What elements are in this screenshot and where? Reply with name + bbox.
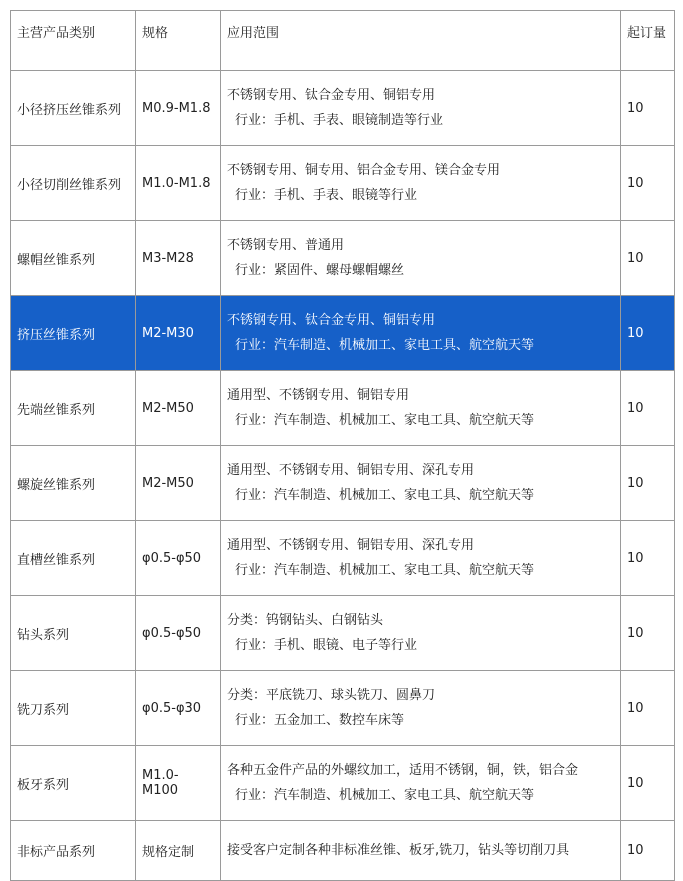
cell-spec: M2-M50 bbox=[136, 371, 221, 446]
cell-application bbox=[221, 371, 621, 446]
table-row-selected[interactable] bbox=[11, 296, 675, 371]
table-row[interactable] bbox=[11, 671, 675, 746]
cell-moq: 10 bbox=[621, 746, 675, 821]
cell-moq: 10 bbox=[621, 596, 675, 671]
application-line: 分类：钨钢钻头、白钢钻头 bbox=[227, 613, 384, 628]
header-category: 主营产品类别 bbox=[11, 11, 136, 71]
cell-application bbox=[221, 821, 621, 881]
cell-moq: 10 bbox=[621, 221, 675, 296]
cell-category: 直槽丝锥系列 bbox=[11, 521, 136, 596]
application-line: 不锈钢专用、钛合金专用、铜铝专用 bbox=[227, 88, 436, 103]
cell-application bbox=[221, 671, 621, 746]
table-row[interactable] bbox=[11, 596, 675, 671]
cell-application bbox=[221, 446, 621, 521]
cell-category: 小径挤压丝锥系列 bbox=[11, 71, 136, 146]
cell-category: 先端丝锥系列 bbox=[11, 371, 136, 446]
cell-moq: 10 bbox=[621, 446, 675, 521]
cell-category: 铣刀系列 bbox=[11, 671, 136, 746]
cell-spec: M3-M28 bbox=[136, 221, 221, 296]
application-line: 通用型、不锈钢专用、铜铝专用 bbox=[227, 388, 410, 403]
cell-application bbox=[221, 71, 621, 146]
cell-category: 螺帽丝锥系列 bbox=[11, 221, 136, 296]
table-row[interactable] bbox=[11, 521, 675, 596]
table-row[interactable] bbox=[11, 71, 675, 146]
cell-spec: M1.0-M100 bbox=[136, 746, 221, 821]
industry-line: 行业：五金加工、数控车床等 bbox=[235, 713, 405, 728]
cell-spec: M2-M50 bbox=[136, 446, 221, 521]
application-line: 不锈钢专用、钛合金专用、铜铝专用 bbox=[227, 313, 436, 328]
cell-category: 小径切削丝锥系列 bbox=[11, 146, 136, 221]
header-spec: 规格 bbox=[136, 11, 221, 71]
table-row[interactable] bbox=[11, 821, 675, 881]
header-moq: 起订量 bbox=[621, 11, 675, 71]
table-row[interactable] bbox=[11, 146, 675, 221]
application-line: 不锈钢专用、普通用 bbox=[227, 238, 345, 253]
industry-line: 行业：手机、眼镜、电子等行业 bbox=[235, 638, 418, 653]
industry-line: 行业：汽车制造、机械加工、家电工具、航空航天等 bbox=[235, 338, 535, 353]
application-line: 分类：平底铣刀、球头铣刀、圆鼻刀 bbox=[227, 688, 436, 703]
cell-moq: 10 bbox=[621, 71, 675, 146]
industry-line: 行业：汽车制造、机械加工、家电工具、航空航天等 bbox=[235, 488, 535, 503]
table-row[interactable] bbox=[11, 446, 675, 521]
cell-moq: 10 bbox=[621, 296, 675, 371]
header-application: 应用范围 bbox=[221, 11, 621, 71]
cell-application bbox=[221, 296, 621, 371]
cell-moq: 10 bbox=[621, 371, 675, 446]
application-line: 不锈钢专用、铜专用、铝合金专用、镁合金专用 bbox=[227, 163, 501, 178]
cell-category: 钻头系列 bbox=[11, 596, 136, 671]
cell-category: 非标产品系列 bbox=[11, 821, 136, 881]
cell-spec: 规格定制 bbox=[136, 821, 221, 881]
cell-spec: M1.0-M1.8 bbox=[136, 146, 221, 221]
table-header-row bbox=[11, 11, 675, 71]
cell-moq: 10 bbox=[621, 521, 675, 596]
cell-application bbox=[221, 521, 621, 596]
application-line: 通用型、不锈钢专用、铜铝专用、深孔专用 bbox=[227, 463, 475, 478]
cell-spec: φ0.5-φ30 bbox=[136, 671, 221, 746]
cell-moq: 10 bbox=[621, 821, 675, 881]
table-row[interactable] bbox=[11, 746, 675, 821]
cell-moq: 10 bbox=[621, 146, 675, 221]
cell-spec: M2-M30 bbox=[136, 296, 221, 371]
industry-line: 行业：汽车制造、机械加工、家电工具、航空航天等 bbox=[235, 788, 535, 803]
cell-application bbox=[221, 746, 621, 821]
table-row[interactable] bbox=[11, 371, 675, 446]
cell-spec: φ0.5-φ50 bbox=[136, 521, 221, 596]
cell-application bbox=[221, 596, 621, 671]
application-line: 通用型、不锈钢专用、铜铝专用、深孔专用 bbox=[227, 538, 475, 553]
cell-application bbox=[221, 221, 621, 296]
industry-line: 行业：汽车制造、机械加工、家电工具、航空航天等 bbox=[235, 563, 535, 578]
cell-application bbox=[221, 146, 621, 221]
cell-category: 螺旋丝锥系列 bbox=[11, 446, 136, 521]
industry-line: 行业：紧固件、螺母螺帽螺丝 bbox=[235, 263, 405, 278]
industry-line: 行业：手机、手表、眼镜等行业 bbox=[235, 188, 418, 203]
application-line: 接受客户定制各种非标准丝锥、板牙,铣刀，钻头等切削刀具 bbox=[227, 843, 570, 858]
cell-category: 挤压丝锥系列 bbox=[11, 296, 136, 371]
industry-line: 行业：手机、手表、眼镜制造等行业 bbox=[235, 113, 444, 128]
table-row[interactable] bbox=[11, 221, 675, 296]
product-table bbox=[10, 10, 675, 881]
cell-spec: φ0.5-φ50 bbox=[136, 596, 221, 671]
application-line: 各种五金件产品的外螺纹加工，适用不锈钢，铜，铁，铝合金 bbox=[227, 763, 579, 778]
industry-line: 行业：汽车制造、机械加工、家电工具、航空航天等 bbox=[235, 413, 535, 428]
cell-spec: M0.9-M1.8 bbox=[136, 71, 221, 146]
cell-category: 板牙系列 bbox=[11, 746, 136, 821]
cell-moq: 10 bbox=[621, 671, 675, 746]
